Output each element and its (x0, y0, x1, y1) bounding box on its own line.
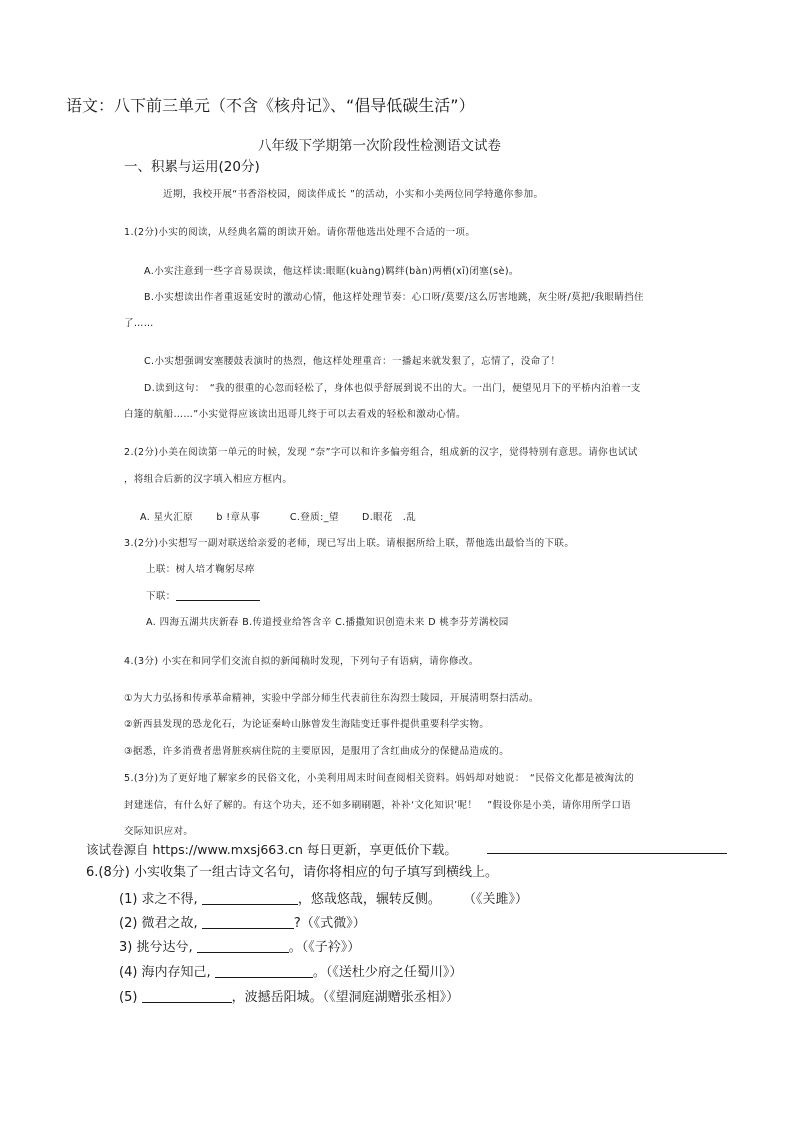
q3-stem: 3.(2分)小实想写一副对联送给亲爱的老师，现已写出上联。请根据所给上联，帮他选出最恰当的下联。 (124, 538, 575, 549)
q1-stem: 1.(2分)小实的阅读，从经典名篇的朗读开始。请你帮他选出处理不合适的一项。 (124, 227, 476, 238)
q6-item-1-source: （《关雎》） (462, 892, 529, 907)
q6-item-1-blank[interactable] (202, 892, 298, 905)
q1-option-c: C.小实想强调安塞腰鼓表演时的热烈，他这样处理重音：一播起来就发狠了，忘情了，没命了！ (144, 356, 561, 367)
q5-line-2: 封建迷信，有什么好了解的。有这个功夫，还不如多刷刷题，补补‘文化知识’呢！ ”假设你是小美，请你用所学口语 (124, 800, 632, 811)
q3-options: A. 四海五湖共庆新春 B.传道授业给答含辛 C.播撒知识创造未来 D 桃李芬芳满校园 (146, 617, 509, 628)
q1-option-b-cont: 了…… (124, 318, 154, 329)
q1-option-d-cont: 白篷的航船……”小实觉得应该读出迅哥儿终于可以去看戏的轻松和激动心情。 (124, 409, 466, 420)
q6-item-5 (119, 986, 459, 1005)
q1-option-a: A.小实注意到一些字音易误读，他这样读:眼眶(kuàng)羁绊(bàn)两栖(xī)闭塞(sè)。 (144, 266, 519, 277)
q3-answer-blank[interactable] (176, 588, 260, 601)
q3-xialian-label: 下联： (146, 591, 176, 602)
q6-item-1 (119, 888, 528, 907)
q6-item-3-blank[interactable] (197, 940, 289, 953)
q4-sentence-1: ①为大力弘扬和传承革命精神，实验中学部分师生代表前往东沟烈士陵园，开展清明祭扫活动。 (124, 693, 539, 704)
source-note-rule (487, 853, 727, 854)
q6-item-3-prefix: 3) 挑兮达兮, (119, 940, 193, 955)
q6-item-1-source-text: 《关雎》 (476, 892, 516, 907)
q3-shanglian: 上联：树人培才鞠躬尽瘁 (146, 564, 255, 575)
intro-text: 近期，我校开展“书香浴校园，阅读伴成长 ”的活动，小实和小美两位同学特邀你参加。 (163, 189, 544, 200)
q6-item-1-suffix: ，悠哉悠哉，辗转反侧。 (297, 892, 441, 907)
q6-item-5-suffix: ，波撼岳阳城。（《望洞庭湖赠张丞相》） (231, 990, 460, 1005)
q6-item-5-blank[interactable] (142, 990, 232, 1003)
source-note: 该试卷源自 https://www.mxsj663.cn 每日更新，享更低价下载。 (86, 842, 457, 857)
q4-sentence-3: ③据悉，许多消费者患肾脏疾病住院的主要原因，是服用了含红曲成分的保健品造成的。 (124, 746, 510, 757)
q6-stem: 6.(8分) 小实收集了一组古诗文名句，请你将相应的句子填写到横线上。 (86, 865, 498, 880)
q6-item-4-blank[interactable] (215, 965, 313, 978)
q1-option-d: D.读到这句： “我的很重的心忽而轻松了，身体也似乎舒展到说不出的大。一出门，便望见月下的平桥内泊着一支 (144, 383, 641, 394)
q5-line-1: 5.(3分)为了更好地了解家乡的民俗文化，小美利用周末时间查阅相关资料。妈妈却对她说： “民俗文化都是被淘汰的 (124, 773, 635, 784)
q6-item-5-prefix: (5) (119, 990, 138, 1005)
q6-item-4 (119, 961, 462, 980)
q3-xialian (146, 588, 260, 602)
q2-stem-cont: ，将组合后新的汉字填入相应方框内。 (124, 474, 293, 485)
q6-item-4-prefix: (4) 海内存知己, (119, 965, 211, 980)
q2-stem: 2.(2分)小美在阅读第一单元的时候，发现 “奈”字可以和许多偏旁组合，组成新的汉字，觉得特别有意思。请你也试试 (124, 447, 638, 458)
q5-line-3: 交际知识应对。 (124, 826, 194, 837)
q6-item-2-suffix: ?（《式微》） (293, 916, 366, 931)
q2-options: A. 星火汇原 b !章从事 C.登质:_望 D.眼花 .乱 (140, 512, 417, 523)
q6-item-3 (119, 936, 360, 955)
q1-option-b: B.小实想读出作者重返延安时的激动心情，他这样处理节奏：心口呀/莫要/这么厉害地跳，灰尘呀/莫把/我眼睛挡住 (144, 292, 644, 303)
q6-item-1-prefix: (1) 求之不得, (119, 892, 198, 907)
unit-title: 语文：八下前三单元（不含《核舟记》、“倡导低碳生活”） (66, 96, 475, 115)
q6-item-2-blank[interactable] (202, 916, 294, 929)
section-one-heading: 一、积累与运用(20分) (124, 159, 260, 175)
q4-sentence-2: ②新西县发现的恐龙化石，为论证秦岭山脉曾发生海陆变迁事件提供重要科学实物。 (124, 719, 490, 730)
q6-item-4-suffix: 。（《送杜少府之任蜀川》） (312, 965, 463, 980)
q6-item-2-prefix: (2) 微君之故, (119, 916, 198, 931)
paper-title: 八年级下学期第一次阶段性检测语文试卷 (258, 138, 501, 154)
q6-item-2 (119, 912, 366, 931)
q4-stem: 4.(3分) 小实在和同学们交流自拟的新闻稿时发现，下列句子有语病，请你修改。 (124, 656, 479, 667)
q6-item-3-suffix: 。（《子衿》） (288, 940, 361, 955)
